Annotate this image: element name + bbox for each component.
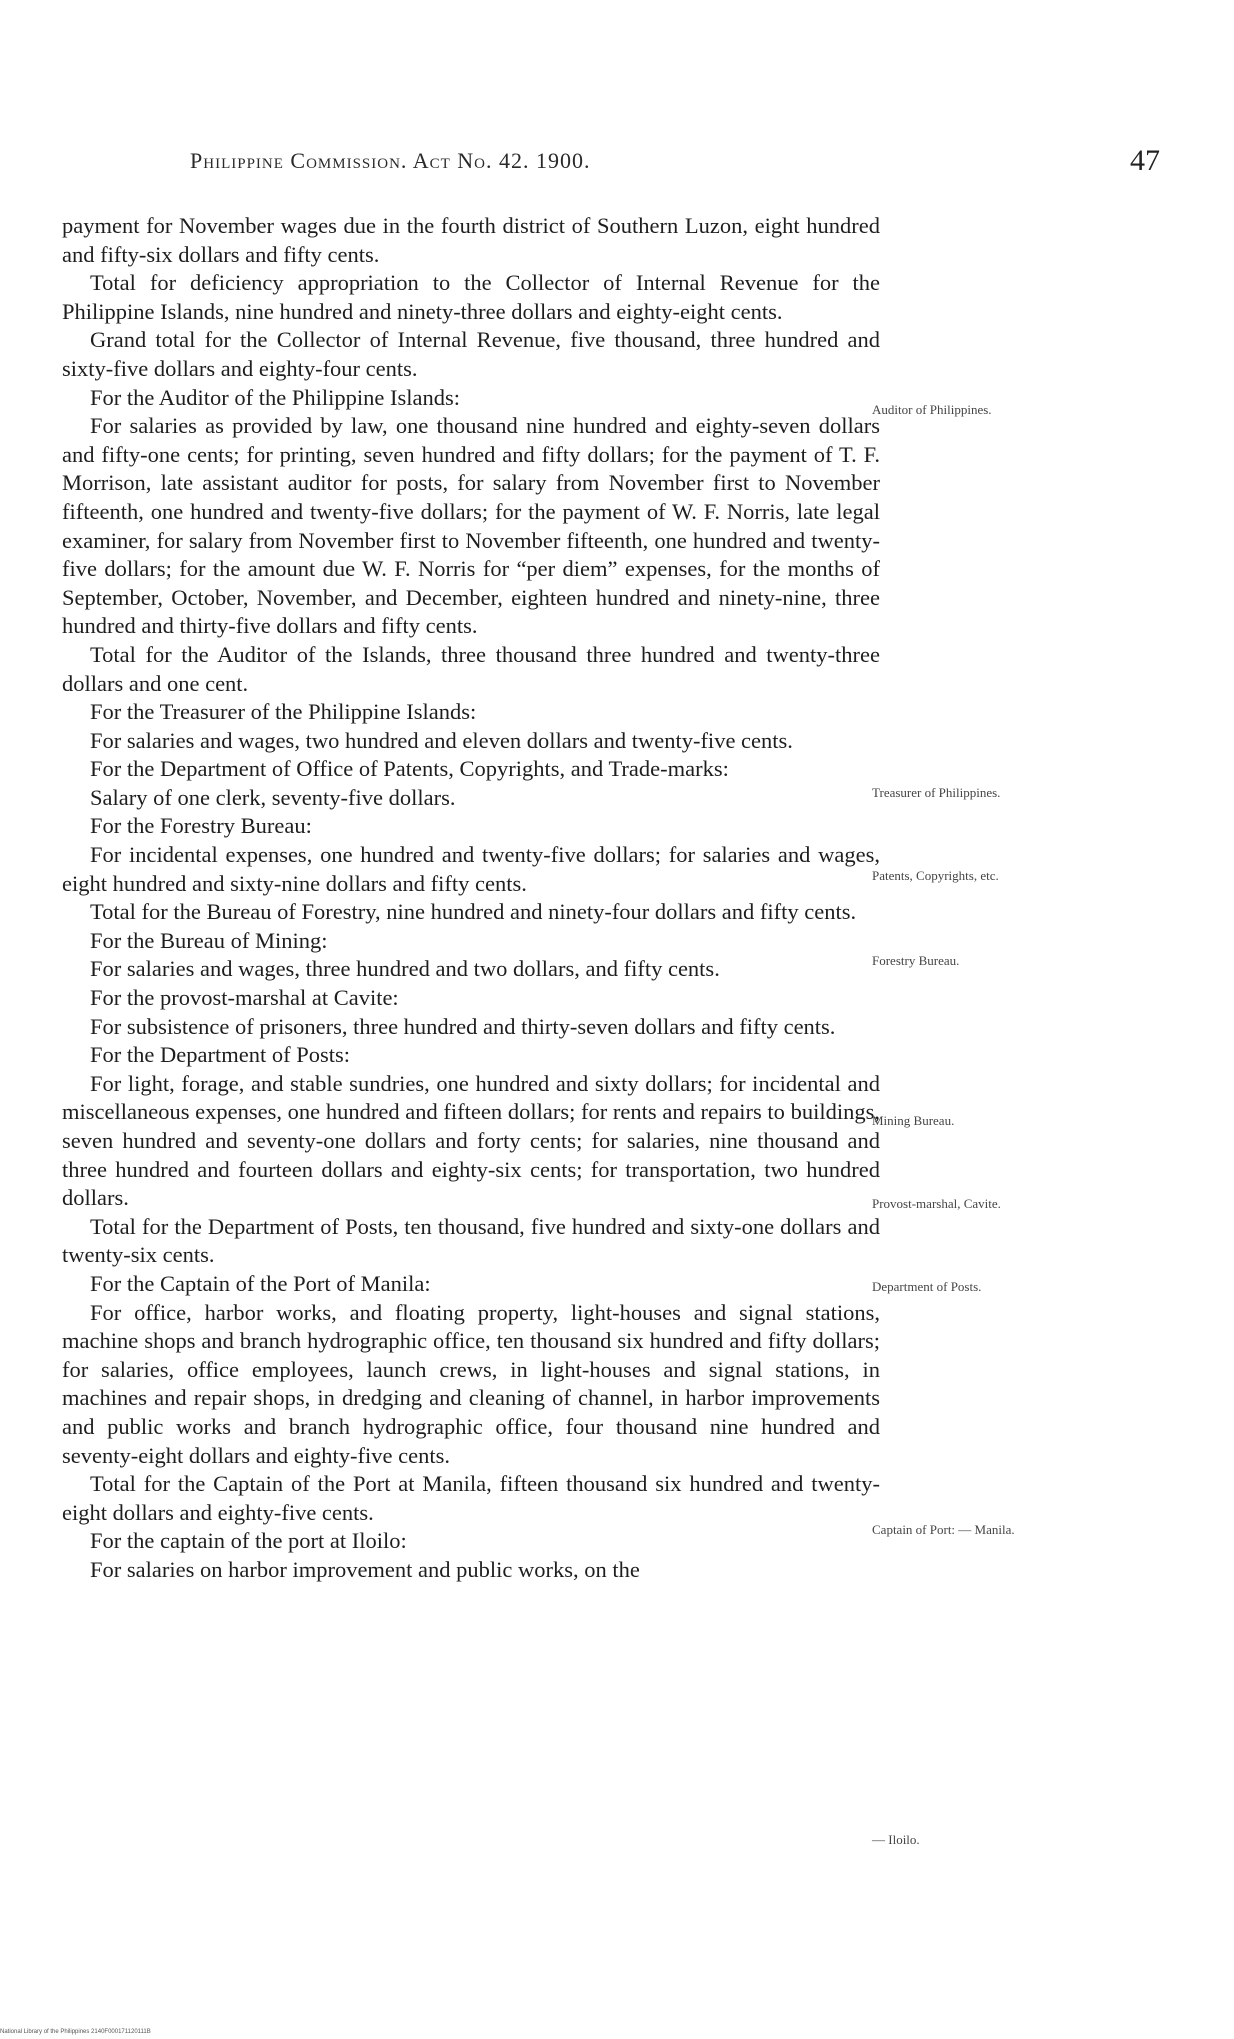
paragraph: For salaries on harbor improvement and public works, on the: [90, 1556, 640, 1582]
margin-note-iloilo: — Iloilo.: [872, 1832, 920, 1847]
paragraph: For subsistence of prisoners, three hundred and thirty-seven dollars and fifty cents.: [90, 1013, 836, 1039]
paragraph: For light, forage, and stable sundries, one hundred and sixty dollars; for incidental and miscellaneous expenses, one hundred and fifteen dollars; for rents and repairs to buildings, seven hundred and seventy-one dollars and forty cents; for salaries, nine thousand and three hundred and fourteen dollars and eighty-six cents; for transportation, two hundred dollars.: [62, 1070, 880, 1211]
section-heading: For the Forestry Bureau:: [90, 813, 312, 839]
section-heading: For the provost-marshal at Cavite:: [90, 985, 399, 1011]
paragraph: For salaries and wages, three hundred and two dollars, and fifty cents.: [90, 956, 720, 982]
section-heading: For the Treasurer of the Philippine Islands:: [90, 699, 477, 725]
paragraph: Grand total for the Collector of Internal Revenue, five thousand, three hundred and sixty-five dollars and eighty-four cents.: [62, 327, 880, 381]
paragraph: Salary of one clerk, seventy-five dollars.: [90, 784, 456, 810]
section-heading: For the Auditor of the Philippine Islands:: [90, 384, 460, 410]
paragraph: Total for the Auditor of the Islands, three thousand three hundred and twenty-three dollars and one cent.: [62, 641, 880, 696]
paragraph: For incidental expenses, one hundred and twenty-five dollars; for salaries and wages, eight hundred and sixty-nine dollars and fifty cents.: [62, 842, 880, 896]
margin-note-provost: Provost-marshal, Cavite.: [872, 1196, 1001, 1211]
paragraph: For office, harbor works, and floating property, light-houses and signal stations, machine shops and branch hydrographic office, ten thousand six hundred and fifty dollars; for salaries, office employees, launch crews, in light-houses and signal stations, in machines and repair shops, in dredging and cleaning of channel, in harbor improvements and public works and branch hydrographic office, four thousand nine hundred and seventy-eight dollars and eighty-five cents.: [62, 1299, 880, 1468]
footer-stamp: National Library of the Philippines 2140F000171120111B: [0, 2029, 151, 2035]
margin-note-forestry: Forestry Bureau.: [872, 953, 960, 968]
section-heading: For the Captain of the Port of Manila:: [90, 1270, 431, 1296]
paragraph: For salaries as provided by law, one thousand nine hundred and eighty-seven dollars and fifty-one cents; for printing, seven hundred and fifty dollars; for the payment of T. F. Morrison, late assistant auditor for posts, for salary from November first to November fifteenth, one hundred and twenty-five dollars; for the payment of W. F. Norris, late legal examiner, for salary from November first to November fifteenth, one hundred and twenty-five dollars; for the amount due W. F. Norris for “per diem” expenses, for the months of September, October, November, and December, eighteen hundred and ninety-nine, three hundred and thirty-five dollars and fifty cents.: [62, 413, 880, 639]
margin-note-treasurer: Treasurer of Philippines.: [872, 785, 1001, 800]
paragraph: Total for the Department of Posts, ten thousand, five hundred and sixty-one dollars and twenty-six cents.: [62, 1213, 880, 1268]
paragraph: For salaries and wages, two hundred and eleven dollars and twenty-five cents.: [90, 727, 793, 753]
paragraph: Total for the Captain of the Port at Manila, fifteen thousand six hundred and twenty-eight dollars and eighty-five cents.: [62, 1471, 880, 1525]
margin-note-captain-port: Captain of Port: — Manila.: [872, 1522, 1015, 1537]
paragraph: Total for the Bureau of Forestry, nine hundred and ninety-four dollars and fifty cents.: [90, 899, 857, 925]
margin-note-patents: Patents, Copyrights, etc.: [872, 868, 999, 883]
paragraph: Total for deficiency appropriation to the Collector of Internal Revenue for the Philippine Islands, nine hundred and ninety-three dollars and eighty-eight cents.: [62, 270, 880, 324]
section-heading: For the Bureau of Mining:: [90, 927, 328, 953]
running-header: Philippine Commission. Act No. 42. 1900.: [190, 148, 591, 173]
margin-note-posts: Department of Posts.: [872, 1279, 982, 1294]
section-heading: For the Department of Office of Patents, Copyrights, and Trade-marks:: [90, 756, 729, 782]
section-heading: For the Department of Posts:: [90, 1042, 350, 1068]
paragraph: payment for November wages due in the fourth district of Southern Luzon, eight hundred and fifty-six dollars and fifty cents.: [62, 213, 880, 267]
section-heading: For the captain of the port at Iloilo:: [90, 1528, 407, 1554]
margin-note-auditor: Auditor of Philippines.: [872, 402, 992, 417]
body-text: [62, 212, 880, 1585]
margin-note-mining: Mining Bureau.: [872, 1113, 955, 1128]
page-number: 47: [1130, 144, 1160, 177]
